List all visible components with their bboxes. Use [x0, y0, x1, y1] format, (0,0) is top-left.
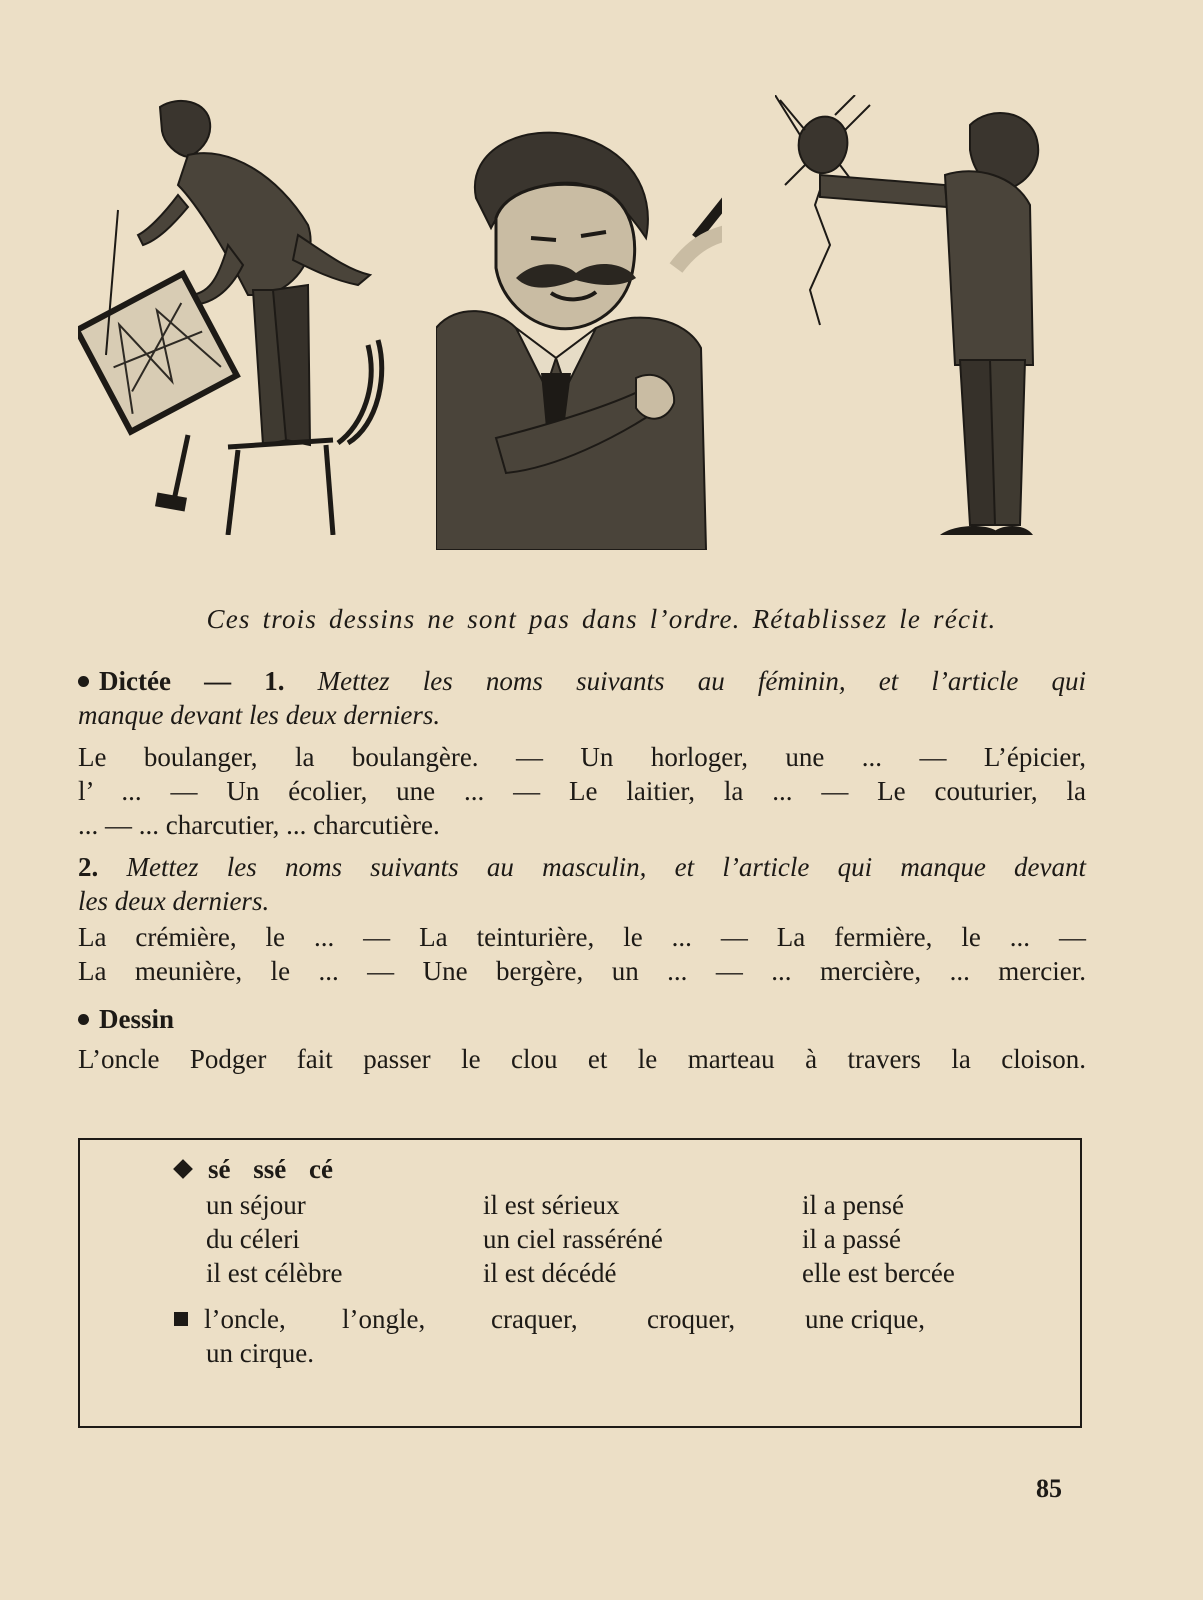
phonics-box — [78, 1138, 1082, 1428]
diamond-icon — [173, 1159, 193, 1179]
phonics-col2-row2: un ciel rasséréné — [483, 1224, 663, 1254]
dessin-heading-line — [78, 1002, 1086, 1036]
phonics-col3-row2: il a passé — [802, 1224, 901, 1254]
phonics-sounds: sé ssé cé — [208, 1154, 333, 1184]
illustration-caption: Ces trois dessins ne sont pas dans l’ordre. Rétablissez le récit. — [206, 604, 997, 634]
man-on-chair-drawing — [78, 95, 408, 535]
dictee-number-2: 2. — [78, 852, 99, 882]
phonics-word-3: craquer, — [491, 1304, 578, 1334]
phonics-col2-row3: il est décédé — [483, 1258, 617, 1288]
dictee-instruction-1a: Mettez les noms suivants au féminin, et l’article qui — [317, 666, 1087, 696]
bullet-icon — [78, 1014, 89, 1025]
phonics-col1-row2: du céleri — [206, 1224, 300, 1254]
dictee-instruction-line-2 — [78, 850, 1086, 884]
dictee-exercise-2-line-1: La crémière, le ... — La teinturière, le ... — La fermière, le ... — — [78, 922, 1086, 952]
dictee-exercise-1-line-1: Le boulanger, la boulangère. — Un horloger, une ... — L’épicier, — [78, 742, 1086, 772]
bullet-icon — [78, 676, 89, 687]
phonics-word-4: croquer, — [647, 1304, 736, 1334]
dictee-instruction-line-1 — [78, 664, 1086, 698]
phonics-col1-row1: un séjour — [206, 1190, 306, 1220]
phonics-word-1: l’oncle, — [204, 1304, 286, 1334]
phonics-col3-row3: elle est bercée — [802, 1258, 955, 1288]
dictee-exercise-1-line-3: ... — ... charcutier, ... charcutière. — [78, 810, 440, 840]
illustration-man-with-moustache — [436, 128, 722, 550]
phonics-word-6: un cirque. — [206, 1338, 314, 1368]
illustration-man-at-wall — [775, 95, 1075, 550]
page-number: 85 — [1036, 1474, 1062, 1503]
phonics-word-5: une crique, — [805, 1304, 925, 1334]
dictee-heading: Dictée — 1. — [99, 666, 285, 696]
dictee-exercise-2-line-2: La meunière, le ... — Une bergère, un ... — ... mercière, ... mercier. — [78, 956, 1086, 986]
phonics-word-2: l’ongle, — [342, 1304, 426, 1334]
dessin-text: L’oncle Podger fait passer le clou et le marteau à travers la cloison. — [78, 1044, 1086, 1074]
dictee-exercise-1-line-2: l’ ... — Un écolier, une ... — Le laitier, la ... — Le couturier, la — [78, 776, 1086, 806]
phonics-col1-row3: il est célèbre — [206, 1258, 343, 1288]
man-at-wall-drawing — [775, 95, 1075, 550]
dessin-heading: Dessin — [99, 1004, 175, 1034]
phonics-col2-row1: il est sérieux — [483, 1190, 620, 1220]
dictee-instruction-2a: Mettez les noms suivants au masculin, et l’article qui manque devant — [126, 852, 1087, 882]
illustration-man-on-chair — [78, 95, 408, 535]
dictee-instruction-2b: les deux derniers. — [78, 886, 270, 916]
dictee-instruction-1b: manque devant les deux derniers. — [78, 700, 441, 730]
phonics-col3-row1: il a pensé — [802, 1190, 904, 1220]
moustache-man-drawing — [436, 128, 722, 550]
square-bullet-icon — [174, 1312, 188, 1326]
